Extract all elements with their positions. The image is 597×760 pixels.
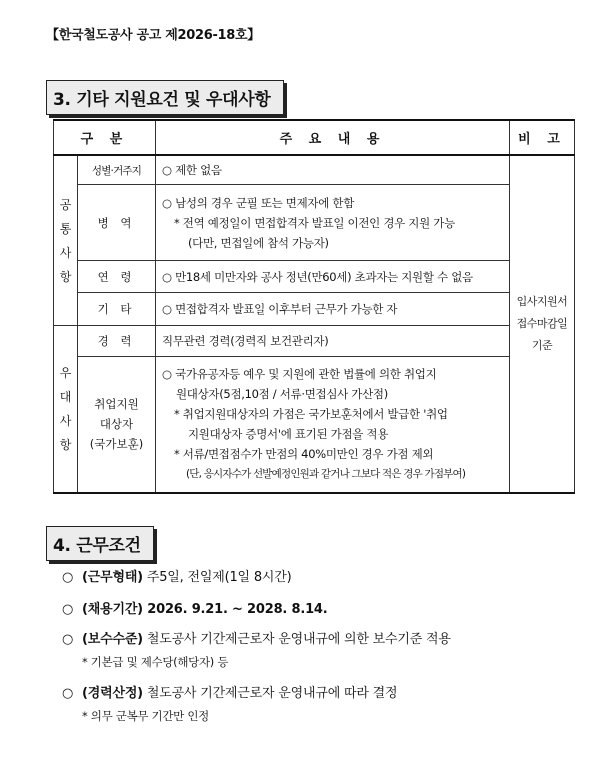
table-row	[54, 326, 575, 357]
remark-cell: 입사지원서 접수마감일 기준	[510, 155, 575, 493]
header-remark: 비 고	[510, 120, 575, 155]
row-content-etc: ○ 면접합격자 발표일 이후부터 근무가 가능한 자	[156, 293, 510, 326]
row-label-veteran: 취업지원 대상자 (국가보훈)	[78, 357, 156, 493]
table-row	[54, 185, 575, 261]
work-item-period: ○ (채용기간) 2026. 9.21. ~ 2028. 8.14.	[62, 602, 328, 617]
row-content-military: ○ 남성의 경우 군필 또는 면제자에 한함 * 전역 예정일이 면접합격자 발표일 이전인 경우 지원 가능 (다만, 면접일에 참석 가능자)	[156, 185, 510, 261]
table-row	[54, 261, 575, 293]
work-item-career-note: * 의무 군복무 기간만 인정	[82, 709, 209, 723]
section3-title: 3. 기타 지원요건 및 우대사항	[46, 80, 284, 115]
table-row	[54, 293, 575, 326]
work-item-type: ○ (근무형태) 주5일, 전일제(1일 8시간)	[62, 570, 292, 585]
row-label-career: 경 력	[78, 326, 156, 357]
table-row	[54, 155, 575, 185]
row-label-age: 연 령	[78, 261, 156, 293]
row-label-gender: 성별·거주지	[78, 155, 156, 185]
row-content-age: ○ 만18세 미만자와 공사 정년(만60세) 초과자는 지원할 수 없음	[156, 261, 510, 293]
row-content-gender: ○ 제한 없음	[156, 155, 510, 185]
row-content-career: 직무관련 경력(경력직 보건관리자)	[156, 326, 510, 357]
group-common-label: 공 통 사 항	[54, 155, 78, 326]
row-label-etc: 기 타	[78, 293, 156, 326]
row-content-veteran: ○ 국가유공자등 예우 및 지원에 관한 법률에 의한 취업지 원대상자(5점,10점 / 서류·면접심사 가산점) * 취업지원대상자의 가점은 국가보훈처에서 발급한 '취업 지원대상자 증명서'에 표기된 가점을 적용 * 서류/면접점수가 만점의 40%미만인 경우 가점 제외 (단, 응시자수가 선발예정인원과 같거나 그보다 적은 경우 가점부여)	[156, 357, 510, 493]
notice-title: 【한국철도공사 공고 제2026-18호】	[46, 28, 261, 43]
header-category: 구 분	[54, 120, 156, 155]
work-item-salary: ○ (보수수준) 철도공사 기간제근로자 운영내규에 의한 보수기준 적용	[62, 632, 451, 647]
table-row	[54, 357, 575, 493]
table-header-row	[54, 120, 575, 155]
row-label-military: 병 역	[78, 185, 156, 261]
group-pref-label: 우 대 사 항	[54, 326, 78, 493]
work-item-career: ○ (경력산정) 철도공사 기간제근로자 운영내규에 따라 결정	[62, 686, 398, 701]
work-item-salary-note: * 기본급 및 제수당(해당자) 등	[82, 655, 229, 669]
section4-title: 4. 근무조건	[46, 526, 154, 561]
requirements-table	[53, 119, 575, 494]
header-content: 주 요 내 용	[156, 120, 510, 155]
